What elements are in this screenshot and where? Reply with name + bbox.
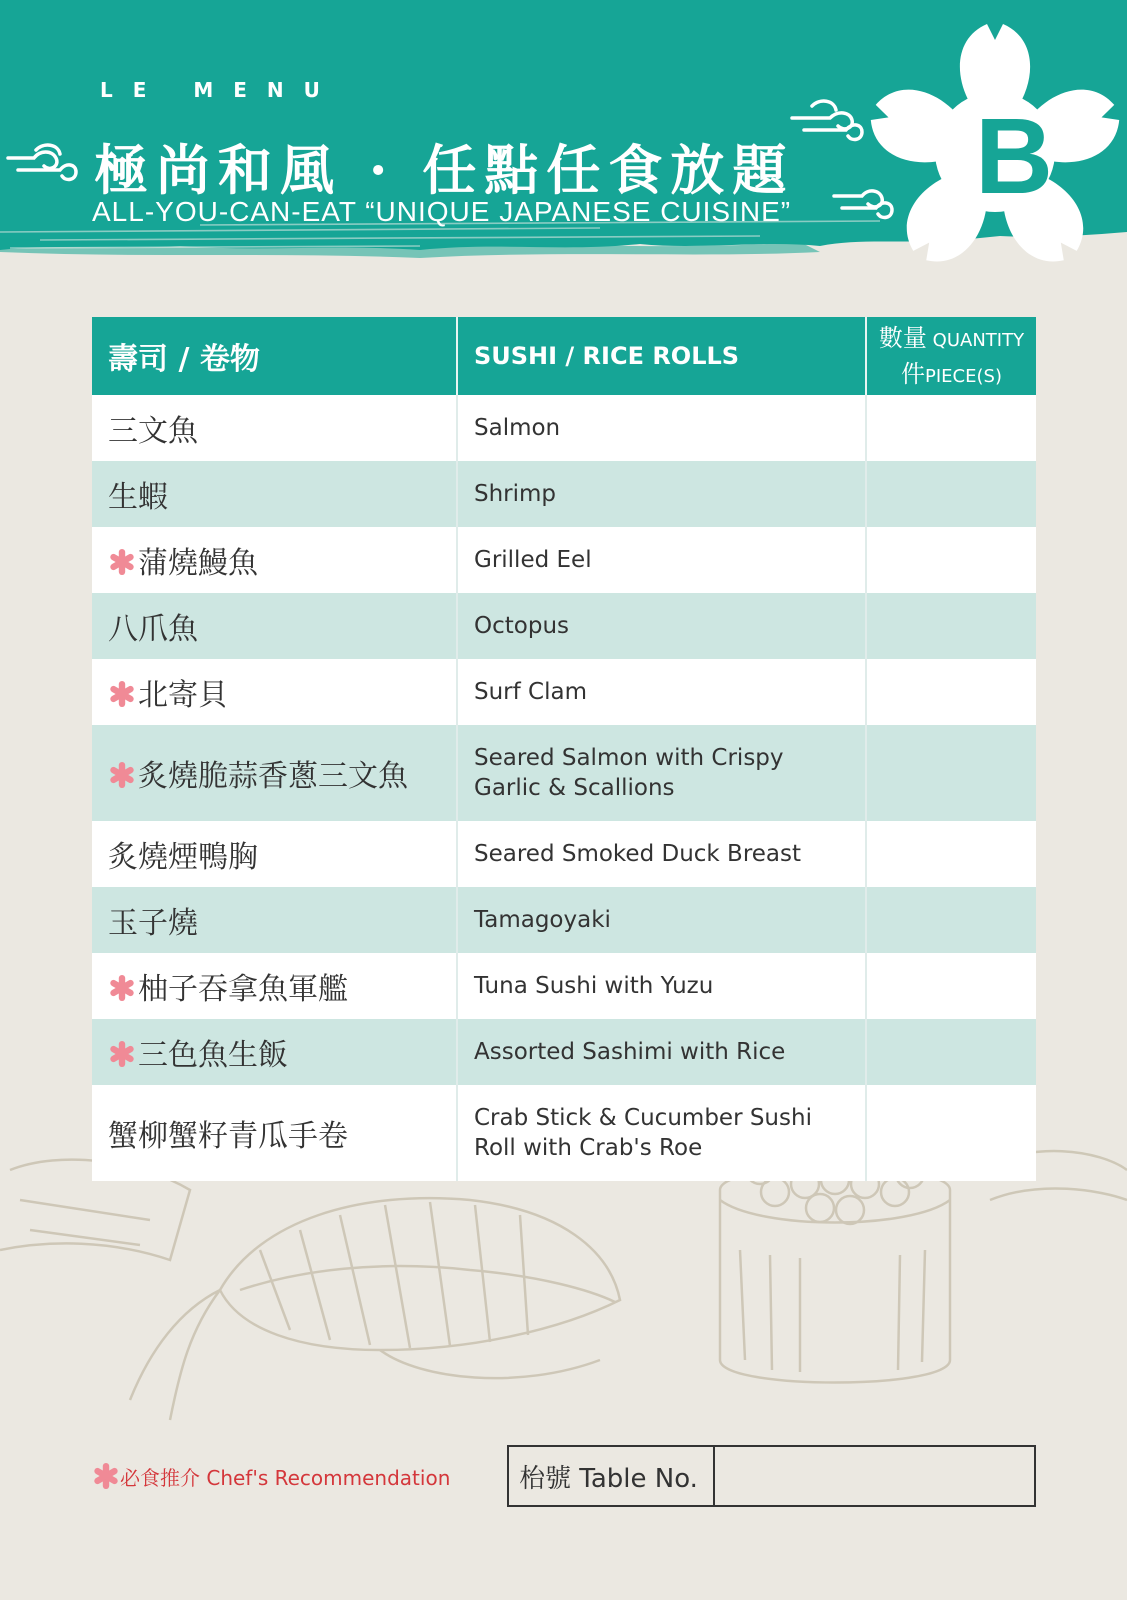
table-number-field[interactable] — [715, 1447, 1034, 1505]
quantity-input-cell[interactable] — [866, 887, 1036, 953]
dish-name-en: Seared Salmon with Crispy Garlic & Scallions — [474, 744, 784, 801]
dish-name-zh-cell — [92, 821, 457, 887]
column-header-en-label: SUSHI / RICE ROLLS — [474, 342, 740, 370]
dish-name-zh: 蟹柳蟹籽青瓜手卷 — [108, 1119, 348, 1154]
legend-label-en: Chef's Recommendation — [206, 1466, 451, 1490]
dish-name-zh-cell — [92, 659, 457, 725]
column-header-zh-label: 壽司 / 卷物 — [108, 342, 260, 377]
table-row — [92, 821, 1036, 887]
table-number-label: 枱號 Table No. — [509, 1447, 715, 1505]
dish-name-en: Tuna Sushi with Yuzu — [474, 972, 714, 999]
dish-name-zh-cell — [92, 953, 457, 1019]
page-title-zh: 極尚和風 · 任點任食放題 — [94, 138, 795, 202]
quantity-input-cell[interactable] — [866, 1085, 1036, 1181]
menu-table — [92, 317, 1036, 1181]
column-header-quantity — [866, 317, 1036, 395]
table-row — [92, 725, 1036, 821]
dish-name-en: Salmon — [474, 414, 561, 441]
pieces-en: PIECE(S) — [925, 366, 1002, 387]
quantity-input-cell[interactable] — [866, 395, 1036, 461]
table-number-box — [507, 1445, 1036, 1507]
dish-name-zh-cell — [92, 1019, 457, 1085]
quantity-input-cell[interactable] — [866, 953, 1036, 1019]
dish-name-en: Assorted Sashimi with Rice — [474, 1038, 786, 1065]
column-header-en — [457, 317, 866, 395]
dish-name-en-cell — [457, 1019, 866, 1085]
recommendation-legend — [92, 1462, 450, 1491]
dish-name-zh: 蒲燒鰻魚 — [138, 546, 258, 581]
quantity-input-cell[interactable] — [866, 527, 1036, 593]
pink-asterisk-icon — [108, 974, 136, 1002]
quantity-input-cell[interactable] — [866, 1019, 1036, 1085]
table-row — [92, 659, 1036, 725]
table-row — [92, 887, 1036, 953]
dish-name-en-cell — [457, 461, 866, 527]
quantity-input-cell[interactable] — [866, 461, 1036, 527]
table-row — [92, 593, 1036, 659]
table-header-row — [92, 317, 1036, 395]
table-row — [92, 461, 1036, 527]
table-row — [92, 1019, 1036, 1085]
pink-asterisk-icon — [108, 1040, 136, 1068]
dish-name-zh: 北寄貝 — [138, 678, 228, 713]
dish-name-zh: 生蝦 — [108, 480, 168, 515]
dish-name-zh: 炙燒煙鴨胸 — [108, 840, 258, 875]
quantity-input-cell[interactable] — [866, 725, 1036, 821]
dish-name-zh-cell — [92, 725, 457, 821]
dish-name-en: Crab Stick & Cucumber Sushi Roll with Crab's Roe — [474, 1104, 812, 1161]
dish-name-en: Tamagoyaki — [474, 906, 611, 933]
column-header-zh — [92, 317, 457, 395]
menu-set-badge: B — [975, 95, 1053, 216]
dish-name-zh: 柚子吞拿魚軍艦 — [138, 972, 348, 1007]
dish-name-en-cell — [457, 527, 866, 593]
dish-name-zh-cell — [92, 527, 457, 593]
dish-name-zh-cell — [92, 461, 457, 527]
header-band — [0, 0, 1127, 262]
quantity-input-cell[interactable] — [866, 821, 1036, 887]
dish-name-zh: 八爪魚 — [108, 612, 198, 647]
dish-name-en-cell — [457, 659, 866, 725]
pink-asterisk-icon — [108, 548, 136, 576]
dish-name-en-cell — [457, 395, 866, 461]
dish-name-zh: 炙燒脆蒜香蔥三文魚 — [138, 759, 408, 794]
dish-name-en-cell — [457, 593, 866, 659]
pieces-zh: 件 — [901, 360, 926, 388]
quantity-input-cell[interactable] — [866, 593, 1036, 659]
pink-asterisk-icon — [108, 761, 136, 789]
table-row — [92, 395, 1036, 461]
dish-name-en: Shrimp — [474, 480, 557, 507]
quantity-header-line-1 — [871, 320, 1032, 356]
dish-name-en-cell — [457, 821, 866, 887]
dish-name-en: Octopus — [474, 612, 569, 639]
quantity-header-line-2 — [871, 356, 1032, 392]
table-row — [92, 953, 1036, 1019]
dish-name-zh-cell — [92, 395, 457, 461]
dish-name-en-cell — [457, 953, 866, 1019]
dish-name-en: Grilled Eel — [474, 546, 592, 573]
dish-name-zh: 三文魚 — [108, 414, 198, 449]
dish-name-zh-cell — [92, 887, 457, 953]
dish-name-zh: 玉子燒 — [108, 906, 198, 941]
table-row — [92, 1085, 1036, 1181]
page-title-en: ALL-YOU-CAN-EAT “UNIQUE JAPANESE CUISINE” — [92, 196, 792, 227]
quantity-en: QUANTITY — [932, 330, 1025, 351]
eyebrow-label: LE MENU — [100, 78, 340, 102]
dish-name-en: Surf Clam — [474, 678, 587, 705]
dish-name-zh-cell — [92, 593, 457, 659]
menu-table-body — [92, 395, 1036, 1181]
quantity-input-cell[interactable] — [866, 659, 1036, 725]
dish-name-en-cell — [457, 887, 866, 953]
quantity-zh: 數量 — [878, 324, 927, 352]
dish-name-en-cell — [457, 1085, 866, 1181]
pink-asterisk-icon — [108, 680, 136, 708]
dish-name-zh-cell — [92, 1085, 457, 1181]
dish-name-en-cell — [457, 725, 866, 821]
pink-asterisk-icon — [92, 1462, 118, 1488]
legend-label-zh: 必食推介 — [120, 1466, 200, 1490]
dish-name-en: Seared Smoked Duck Breast — [474, 840, 802, 867]
dish-name-zh: 三色魚生飯 — [138, 1038, 288, 1073]
table-row — [92, 527, 1036, 593]
